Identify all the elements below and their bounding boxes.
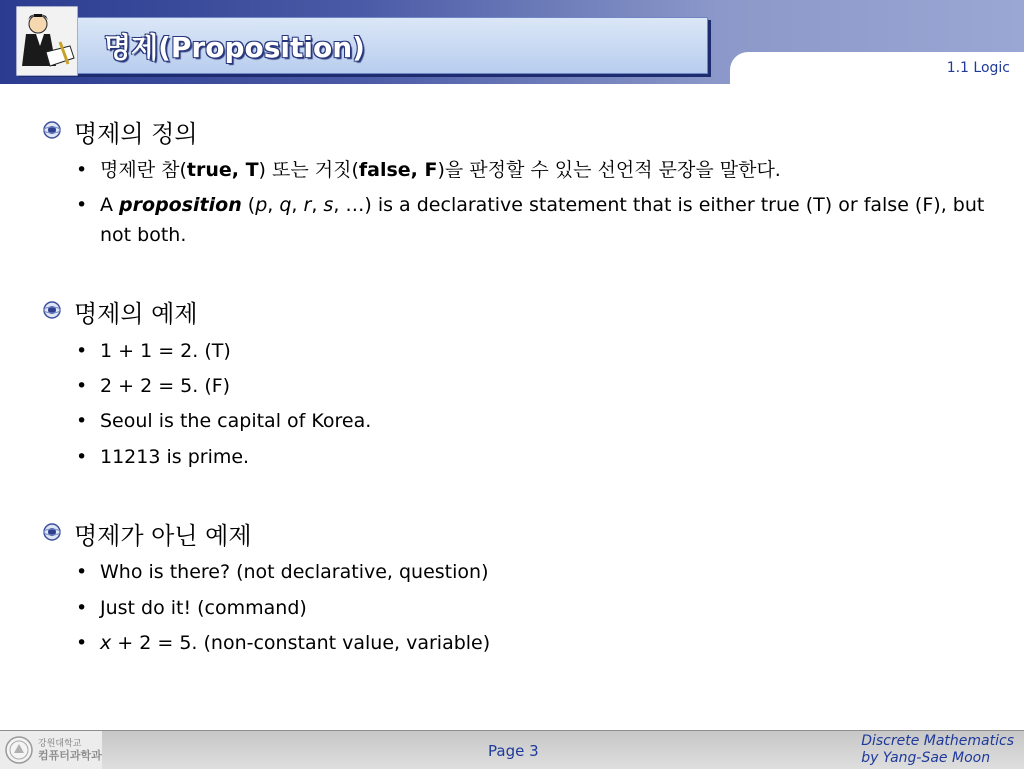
list-item: Just do it! (command) xyxy=(100,597,307,619)
list-item: 2 + 2 = 5. (F) xyxy=(100,375,231,397)
list-item: A proposition (p, q, r, s, …) is a declarative statement that is either true (T) or false (F), but not both. xyxy=(100,194,985,246)
list-item: 11213 is prime. xyxy=(100,446,250,468)
list-bullet: • xyxy=(76,446,88,468)
globe-bullet-icon xyxy=(42,120,62,140)
department-name: 강원대학교 컴퓨터과학과 xyxy=(38,739,102,762)
section-label: 1.1 Logic xyxy=(946,60,1010,76)
globe-bullet-icon xyxy=(42,522,62,542)
section-heading: 명제가 아닌 예제 xyxy=(74,522,252,550)
list-item: 1 + 1 = 2. (T) xyxy=(100,340,231,362)
list-bullet: • xyxy=(76,375,88,397)
globe-bullet-icon xyxy=(42,300,62,320)
footer-dept-block xyxy=(0,731,102,769)
university-seal-icon xyxy=(4,735,34,765)
list-item: x + 2 = 5. (non-constant value, variable) xyxy=(100,632,491,654)
presenter-clipart-icon xyxy=(16,6,78,76)
list-bullet: • xyxy=(76,597,88,619)
variable-x: x xyxy=(100,632,112,654)
list-item: Who is there? (not declarative, question) xyxy=(100,561,489,583)
list-item: 명제란 참(true, T) 또는 거짓(false, F)을 판정할 수 있는 선언적 문장을 말한다. xyxy=(100,159,781,181)
section-heading: 명제의 예제 xyxy=(74,300,198,328)
section-heading: 명제의 정의 xyxy=(74,120,198,148)
list-bullet: • xyxy=(76,632,88,654)
page-number: Page 3 xyxy=(488,742,539,760)
list-bullet: • xyxy=(76,159,88,181)
list-bullet: • xyxy=(76,194,88,216)
list-bullet: • xyxy=(76,410,88,432)
list-item: Seoul is the capital of Korea. xyxy=(100,410,372,432)
page-title: 명제(Proposition) xyxy=(104,31,365,64)
list-bullet: • xyxy=(76,340,88,362)
footer xyxy=(0,730,1024,769)
list-bullet: • xyxy=(76,561,88,583)
course-credits: Discrete Mathematics by Yang-Sae Moon xyxy=(861,733,1014,766)
